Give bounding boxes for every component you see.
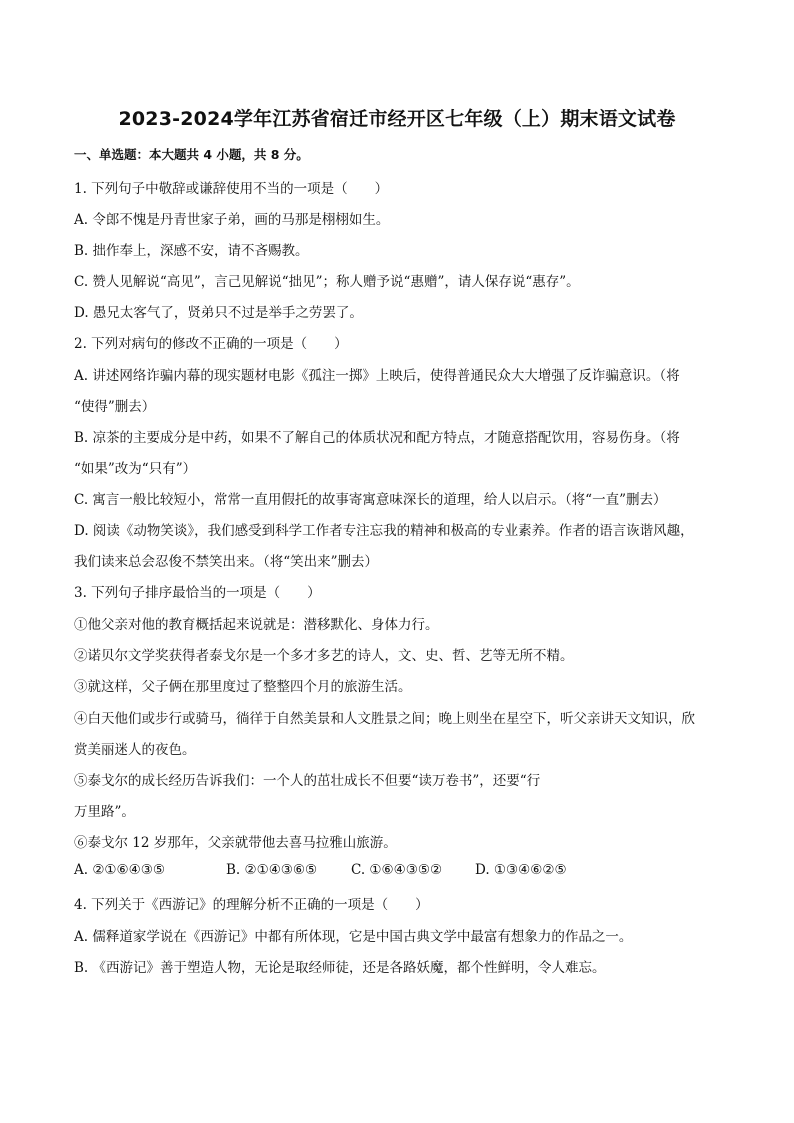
question-1-option-d: D. 愚兄太客气了，贤弟只不过是举手之劳罢了。 xyxy=(74,305,363,321)
question-4-stem: 4. 下列关于《西游记》的理解分析不正确的一项是（ ） xyxy=(74,897,429,913)
question-1-stem: 1. 下列句子中敬辞或谦辞使用不当的一项是（ ） xyxy=(74,181,389,197)
question-3-option-c: C. ①⑥④③⑤② xyxy=(351,862,443,878)
question-2-option-b-line2: “如果”改为“只有”） xyxy=(74,461,197,477)
question-3-stem: 3. 下列句子排序最恰当的一项是（ ） xyxy=(74,585,321,601)
question-2-option-b-line1: B. 凉茶的主要成分是中药，如果不了解自己的体质状况和配方特点，才随意搭配饮用，容易伤身。（将 xyxy=(74,430,680,446)
question-1-option-b: B. 拙作奉上，深感不安，请不吝赐教。 xyxy=(74,243,309,259)
exam-title: 2023-2024学年江苏省宿迁市经开区七年级（上）期末语文试卷 xyxy=(118,108,676,130)
question-3-option-a: A. ②①⑥④③⑤ xyxy=(74,862,165,878)
question-2-option-a-line1: A. 讲述网络诈骗内幕的现实题材电影《孤注一掷》上映后，使得普通民众大大增强了反诈骗意识。（将 xyxy=(74,368,680,384)
question-3-sentence-1: ①他父亲对他的教育概括起来说就是：潜移默化、身体力行。 xyxy=(74,617,439,633)
question-2-option-d-line1: D. 阅读《动物笑谈》，我们感受到科学工作者专注忘我的精神和极高的专业素养。作者的语言诙谐风趣， xyxy=(74,523,694,539)
section-heading: 一、单选题：本大题共 4 小题，共 8 分。 xyxy=(74,147,309,162)
question-1-option-c: C. 赞人见解说“高见”，言己见解说“拙见”；称人赠予说“惠赠”，请人保存说“惠存”。 xyxy=(74,274,580,290)
question-3-sentence-5-line2: 万里路”。 xyxy=(74,804,135,820)
question-2-stem: 2. 下列对病句的修改不正确的一项是（ ） xyxy=(74,336,348,352)
question-3-sentence-6: ⑥泰戈尔 12 岁那年，父亲就带他去喜马拉雅山旅游。 xyxy=(74,835,397,851)
question-2-option-a-line2: “使得”删去） xyxy=(74,399,156,415)
question-2-option-d-line2: 我们读来总会忍俊不禁笑出来。（将“笑出来”删去） xyxy=(74,554,379,570)
question-3-options xyxy=(74,862,567,878)
question-3-sentence-4-line2: 赏美丽迷人的夜色。 xyxy=(74,742,196,758)
question-4-option-b: B. 《西游记》善于塑造人物，无论是取经师徒，还是各路妖魔，都个性鲜明，令人难忘。 xyxy=(74,960,606,976)
question-3-sentence-5-line1: ⑤泰戈尔的成长经历告诉我们：一个人的茁壮成长不但要“读万卷书”，还要“行 xyxy=(74,773,541,789)
question-3-sentence-4-line1: ④白天他们或步行或骑马，徜徉于自然美景和人文胜景之间；晚上则坐在星空下，听父亲讲天文知识，欣 xyxy=(74,711,695,727)
question-3-option-d: D. ①③④⑥②⑤ xyxy=(475,862,567,878)
question-3-sentence-2: ②诺贝尔文学奖获得者泰戈尔是一个多才多艺的诗人，文、史、哲、艺等无所不精。 xyxy=(74,648,574,664)
question-2-option-c: C. 寓言一般比较短小，常常一直用假托的故事寄寓意味深长的道理，给人以启示。（将“一直”删去） xyxy=(74,492,667,508)
question-1-option-a: A. 令郎不愧是丹青世家子弟，画的马那是栩栩如生。 xyxy=(74,212,390,228)
question-3-option-b: B. ②①④③⑥⑤ xyxy=(226,862,318,878)
question-4-option-a: A. 儒释道家学说在《西游记》中都有所体现，它是中国古典文学中最富有想象力的作品之一。 xyxy=(74,929,633,945)
question-3-sentence-3: ③就这样，父子俩在那里度过了整整四个月的旅游生活。 xyxy=(74,679,412,695)
